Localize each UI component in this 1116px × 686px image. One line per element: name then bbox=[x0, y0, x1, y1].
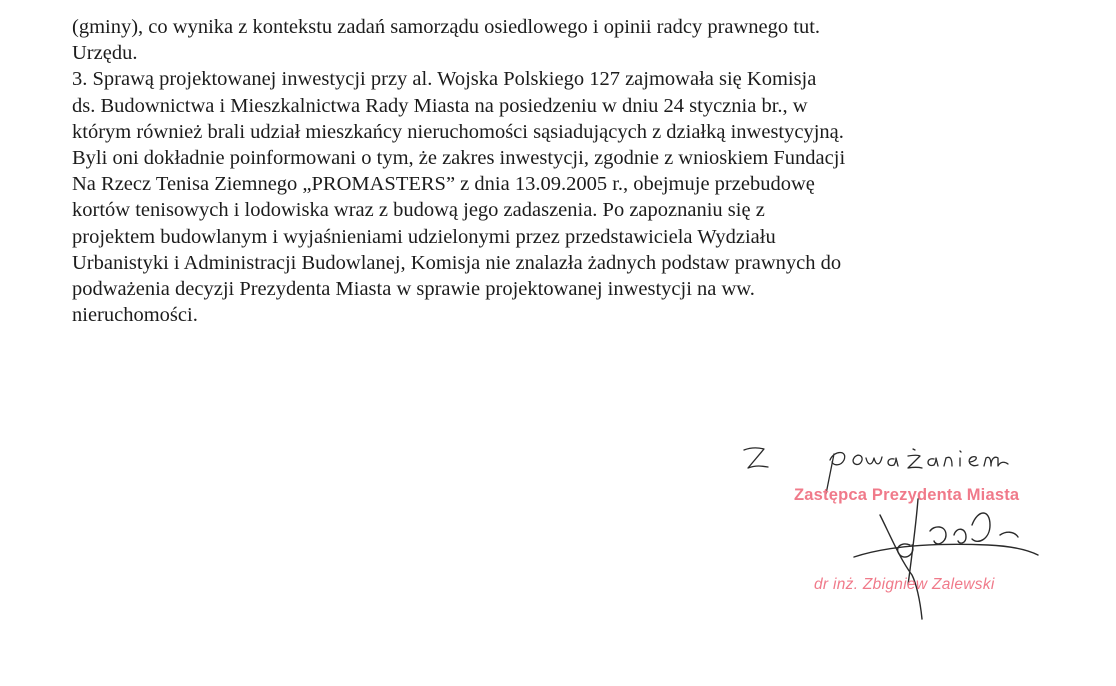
paragraph-line: Byli oni dokładnie poinformowani o tym, że zakres inwestycji, zgodnie z wnioskiem Fundacji bbox=[72, 147, 846, 170]
paragraph-line: projektem budowlanym i wyjaśnieniami udzielonymi przez przedstawiciela Wydziału bbox=[72, 225, 776, 248]
paragraph-line: nieruchomości. bbox=[72, 304, 198, 327]
paragraph-line: Na Rzecz Tenisa Ziemnego „PROMASTERS” z dnia 13.09.2005 r., obejmuje przebudowę bbox=[72, 173, 815, 196]
letter-body bbox=[72, 14, 1072, 328]
paragraph-line: Urbanistyki i Administracji Budowlanej, Komisja nie znalazła żadnych podstaw prawnych do bbox=[72, 251, 842, 274]
stamp-title: Zastępca Prezydenta Miasta bbox=[794, 486, 1020, 504]
paragraph-line: (gminy), co wynika z kontekstu zadań samorządu osiedlowego i opinii radcy prawnego tut. bbox=[72, 16, 821, 38]
stamp-name: dr inż. Zbigniew Zalewski bbox=[814, 576, 995, 593]
ink-signature bbox=[850, 495, 1050, 625]
paragraph-line: 3. Sprawą projektowanej inwestycji przy al. Wojska Polskiego 127 zajmowała się Komisja bbox=[72, 68, 817, 91]
paragraph-line: ds. Budownictwa i Mieszkalnictwa Rady Miasta na posiedzeniu w dniu 24 stycznia br., w bbox=[72, 94, 808, 117]
paragraph-line: kortów tenisowych i lodowiska wraz z budową jego zadaszenia. Po zapoznaniu się z bbox=[72, 199, 765, 222]
signature-block bbox=[700, 410, 1116, 670]
paragraph-line: którym również brali udział mieszkańcy nieruchomości sąsiadujących z działką inwestycyjną. bbox=[72, 120, 844, 143]
paragraph-line: podważenia decyzji Prezydenta Miasta w sprawie projektowanej inwestycji na ww. bbox=[72, 278, 755, 301]
paragraph-line: Urzędu. bbox=[72, 42, 138, 65]
